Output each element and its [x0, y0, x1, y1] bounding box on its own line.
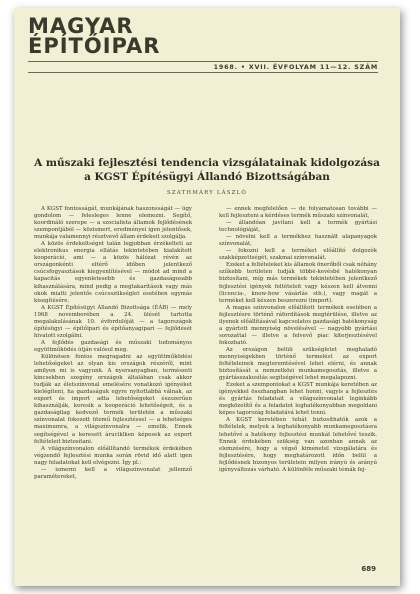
article-title-line-2: a KGST Építésügyi Állandó Bizottságában	[84, 171, 330, 183]
paragraph: Különösen fontos megragadni az együttműködési lehetőségeket az olyan kis országok részéről, mint amilyen mi is vagyunk. A nyersanyagban, természeti kincsekben szegény országok általában csak akkor tudják az életszínvonal emelésére vonatkozó igényeket kielégíteni, ha gazdaságuk egyre nyitottabbá válnak, az export és import adta lehetőségeket észszerűen kihasználják, keresik a kooperáció lehetőségeit, és a gazdaságilag kedvező termék területén a műszaki színvonalat fokozott ütemű fejlesztéssel — a lehetséges maximumra, a világszínvonalra — emelik. Ennek segítségével a keresett áruciklken képesek az export feltételeit biztosítani.	[34, 353, 192, 445]
paragraph: A világszínvonalon előállítandó termékek érdekében végzendő fejlesztési munka során rövid idő alatt igen nagy feladatokat kell elvégezni. Így pl.:	[34, 445, 192, 466]
masthead	[28, 16, 160, 56]
paragraph: A KGST keretében tehát biztosíthatók azok a feltételek, melyek a leghatékonyabb munkamegosztásra lehetővé a hatékony fejlesztési munkát lehetővé teszik. Ennek érdekében szükség van azonban annak az elemzésére, hogy a végső kimenetel vizsgálatára és fejlesztésére, hogy meghatározott időn belül a fejlődésnek bizonyos területein milyen irányú és arányú igényváltozás várható. A különféle műszaki témák fej-	[219, 417, 377, 473]
masthead-line-2: ÉPÍTŐIPAR	[28, 34, 161, 58]
article-author: SZATHMÁRY LÁSZLÓ	[166, 190, 248, 196]
masthead-line-1: MAGYAR	[28, 14, 134, 38]
paragraph: A KGST fontosságát, munkájának haszonsságát — ügy gondolom — felesleges lenne elemezni. Segítő, koordináló szerepe — a szocialista államok fejlődésének szempontjából — közismert, eredményei igen jelentősek, munkája valamennyi résztvevő állam érdekeit szolgálja.	[34, 206, 192, 241]
paragraph: Ezeket a szempontokat a KGST munkája keretében az igényekkel összhangban lehet honni, vagyis a fejlesztés és gyártás feladatait a világszínvonalat leginkább megközelítő és a feladatot leghatékonyabban megoldani képes tagország feladatává lehet tenni.	[219, 382, 377, 417]
paragraph: — növelni kell a termékhez használt alapanyagok színvonalát,	[219, 234, 377, 248]
right-column	[219, 206, 377, 474]
journal-page	[14, 8, 400, 586]
article-title	[34, 156, 380, 184]
paragraph: — ennek megfelelően — de folyamatosan további — kell fejleszteni a kérdéses termék műszaki színvonalát,	[219, 206, 377, 220]
paragraph: A magas színvonalon előállított termékek esetében a fejlesztésre történő ráfordítások megtérülése, illetve az ilyenek előállításával kapcsolatos gazdasági hatékonyság a gyártott mennyiség növelésével — nagyobb gyártási sorozattal — illetve a felvevő piac kiterjesztésével fokozható.	[219, 304, 377, 346]
article-title-line-1: A műszaki fejlesztési tendencia vizsgálatainak kidolgozása	[34, 157, 380, 169]
paragraph: Ezeket a feltételeket kis államok önerőből csak néhány szűkebb területen tudják többé-kevésbé hatékonyan biztosítani, míg más termékek tekintetében jelentkező fejlesztési igények feltételeit vagy készen kell átvenni (licencia-, know-how vásárlás stb.), vagy magát a terméket kell készen beszerezni (import).	[219, 262, 377, 304]
paragraph: — fokozni kell a terméket előállító dolgozók szakképzettségét, szakmai színvonalát.	[219, 248, 377, 262]
paragraph: Az országon belüli szükségletet meghaladó mennyiségekben történő termelést az export feltételeinek megteremtésével lehet elérni, és annak biztosítását a nemzetközi munkamegosztás, illetve a gyártásszakosítás segítségével lehet megalapozni.	[219, 346, 377, 382]
paragraph: — állandóan javítani kell a termék gyártási technológiáját,	[219, 220, 377, 234]
issue-line: 1968. • XVII. ÉVFOLYAM 11—12. SZÁM	[28, 61, 378, 73]
paragraph: A fejlődés gazdasági és műszaki tudományos együttműködés útján valósul meg.	[34, 339, 192, 353]
paragraph: A közös érdekeltséget talán legjobban érzékelteti az elektronikus energia ellátás tekintetében kialakított kooperáció, ami — a közös hálózat révén az országonkénti eltérő időben jelentkező csúcsfogyasztások kiegyenlítésével — módot ad mind a kapacitás egyenletesebb és gazdaságosabb kihasználására, mind pedig a megtakarítások vagy más okok miatti jelentős csúcsszükséglet esetében egymás kisegítésére.	[34, 241, 192, 304]
paragraph: A KGST Építésügyi Állandó Bizottsága (ÉÁB) — mely 1968 novemberében a 24. ülését tartotta megalakulásának 10. évfordulóját — a tagországok építésügyi — építőipari és építőanyagipari — fejlődését hivatott szolgálni.	[34, 304, 192, 339]
page-number: 689	[361, 565, 376, 573]
paragraph: — ismerni kell a világszínvonalat jellemző paramétereket,	[34, 466, 192, 480]
left-column	[34, 206, 192, 481]
